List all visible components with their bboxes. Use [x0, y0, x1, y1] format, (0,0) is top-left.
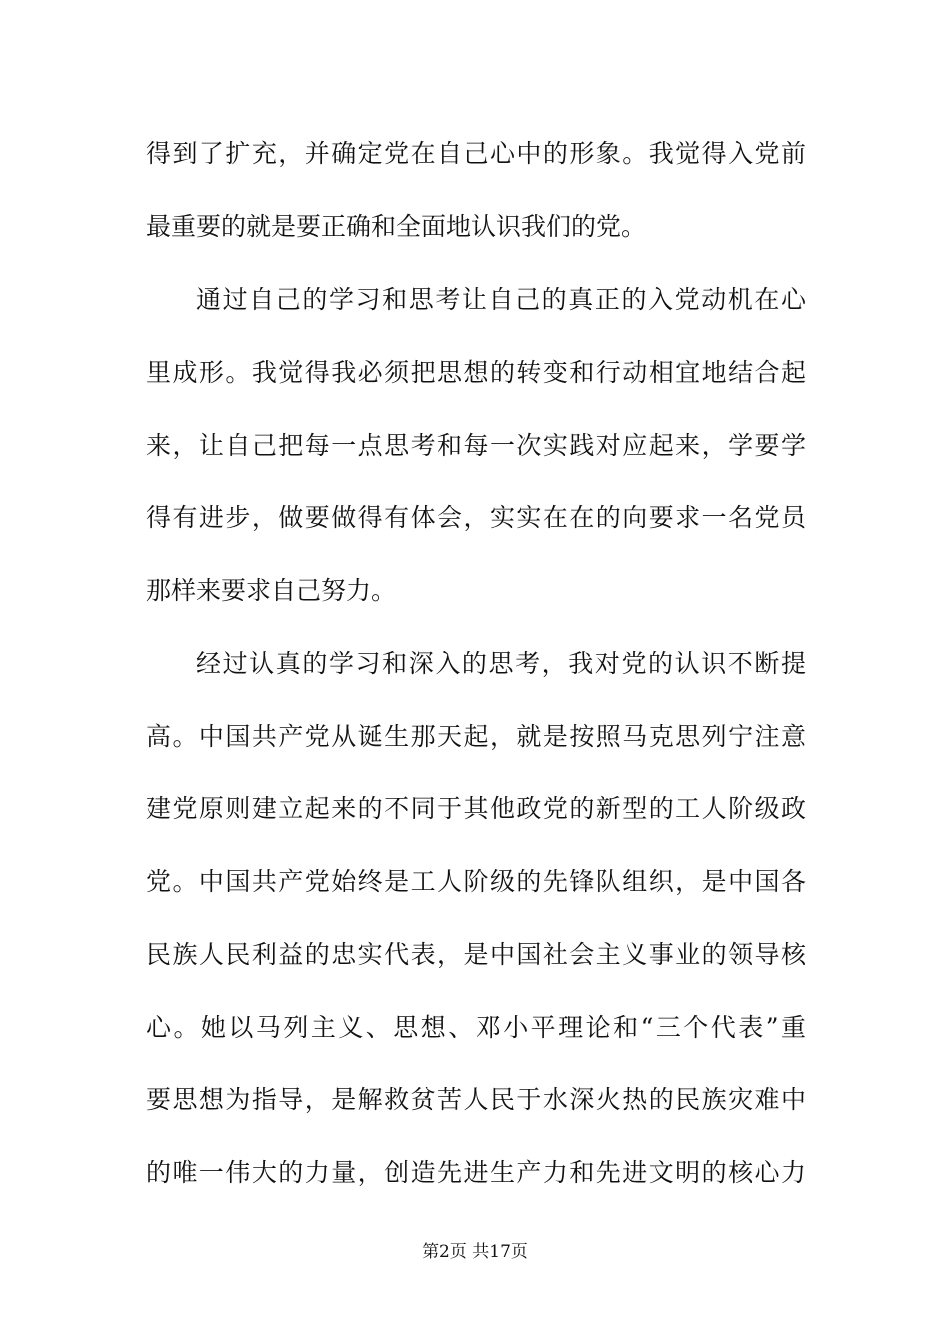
text-line: 民族人民利益的忠实代表，是中国社会主义事业的领导核 [146, 940, 806, 969]
text-line: 的唯一伟大的力量，创造先进生产力和先进文明的核心力 [146, 1158, 806, 1187]
text-line: 里成形。我觉得我必须把思想的转变和行动相宜地结合起 [146, 358, 806, 387]
text-line: 最重要的就是要正确和全面地认识我们的党。 [146, 212, 647, 241]
page-number-footer: 第2页 共17页 [422, 1242, 528, 1262]
text-line: 通过自己的学习和思考让自己的真正的入党动机在心 [196, 285, 806, 314]
text-line: 心。她以马列主义、思想、邓小平理论和“三个代表”重 [146, 1013, 806, 1042]
text-line: 高。中国共产党从诞生那天起，就是按照马克思列宁注意 [146, 722, 806, 751]
text-line: 党。中国共产党始终是工人阶级的先锋队组织，是中国各 [146, 867, 806, 896]
text-line: 得到了扩充，并确定党在自己心中的形象。我觉得入党前 [146, 139, 806, 168]
text-line: 那样来要求自己努力。 [146, 576, 397, 605]
text-line: 来，让自己把每一点思考和每一次实践对应起来，学要学 [146, 431, 806, 460]
text-line: 要思想为指导，是解救贫苦人民于水深火热的民族灾难中 [146, 1085, 806, 1114]
text-line: 建党原则建立起来的不同于其他政党的新型的工人阶级政 [146, 794, 806, 823]
text-line: 得有进步，做要做得有体会，实实在在的向要求一名党员 [146, 503, 806, 532]
text-line: 经过认真的学习和深入的思考，我对党的认识不断提 [196, 649, 806, 678]
